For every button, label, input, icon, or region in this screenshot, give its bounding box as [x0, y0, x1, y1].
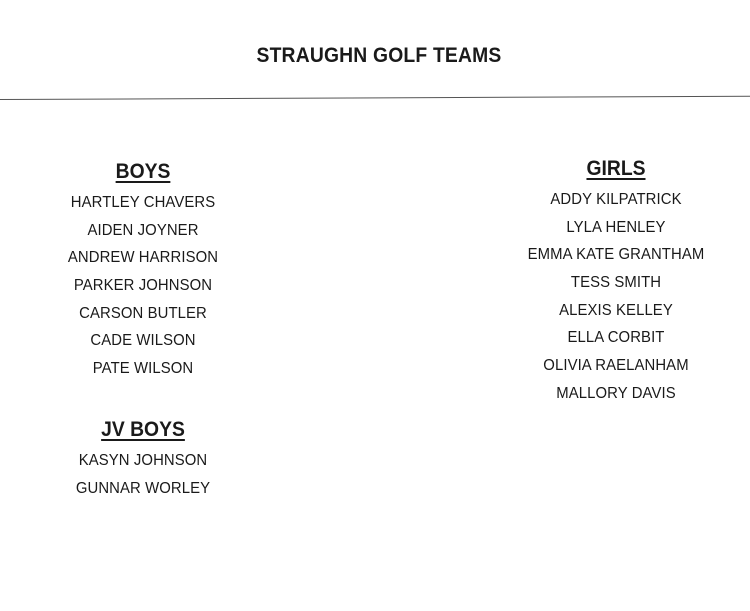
jv-boys-heading: JV BOYS — [101, 418, 185, 441]
girls-heading: GIRLS — [586, 157, 646, 180]
player-name: ELLA CORBIT — [567, 329, 665, 347]
girls-roster — [500, 186, 732, 408]
player-name: CADE WILSON — [90, 332, 196, 350]
player-name: TESS SMITH — [570, 274, 662, 292]
player-name: LYLA HENLEY — [566, 218, 666, 236]
player-name: GUNNAR WORLEY — [75, 479, 211, 497]
header-divider — [0, 96, 750, 100]
jv-boys-team-section — [43, 415, 243, 502]
girls-team-section — [500, 154, 732, 408]
player-name: OLIVIA RAELANHAM — [543, 357, 689, 375]
boys-heading: BOYS — [115, 160, 171, 183]
player-name: AIDEN JOYNER — [87, 221, 199, 239]
player-name: ANDREW HARRISON — [67, 249, 219, 267]
page-title: STRAUGHN GOLF TEAMS — [256, 44, 502, 67]
player-name: ADDY KILPATRICK — [550, 191, 682, 208]
player-name: PATE WILSON — [92, 360, 194, 378]
player-name: EMMA KATE GRANTHAM — [527, 246, 705, 264]
player-name: ALEXIS KELLEY — [559, 301, 673, 319]
boys-roster — [43, 189, 243, 383]
player-name: KASYN JOHNSON — [78, 452, 208, 469]
player-name: MALLORY DAVIS — [556, 384, 676, 402]
player-name: CARSON BUTLER — [79, 304, 207, 322]
jv-boys-roster — [43, 447, 243, 502]
player-name: PARKER JOHNSON — [73, 277, 213, 295]
player-name: HARTLEY CHAVERS — [70, 194, 216, 211]
boys-team-section — [43, 157, 243, 383]
